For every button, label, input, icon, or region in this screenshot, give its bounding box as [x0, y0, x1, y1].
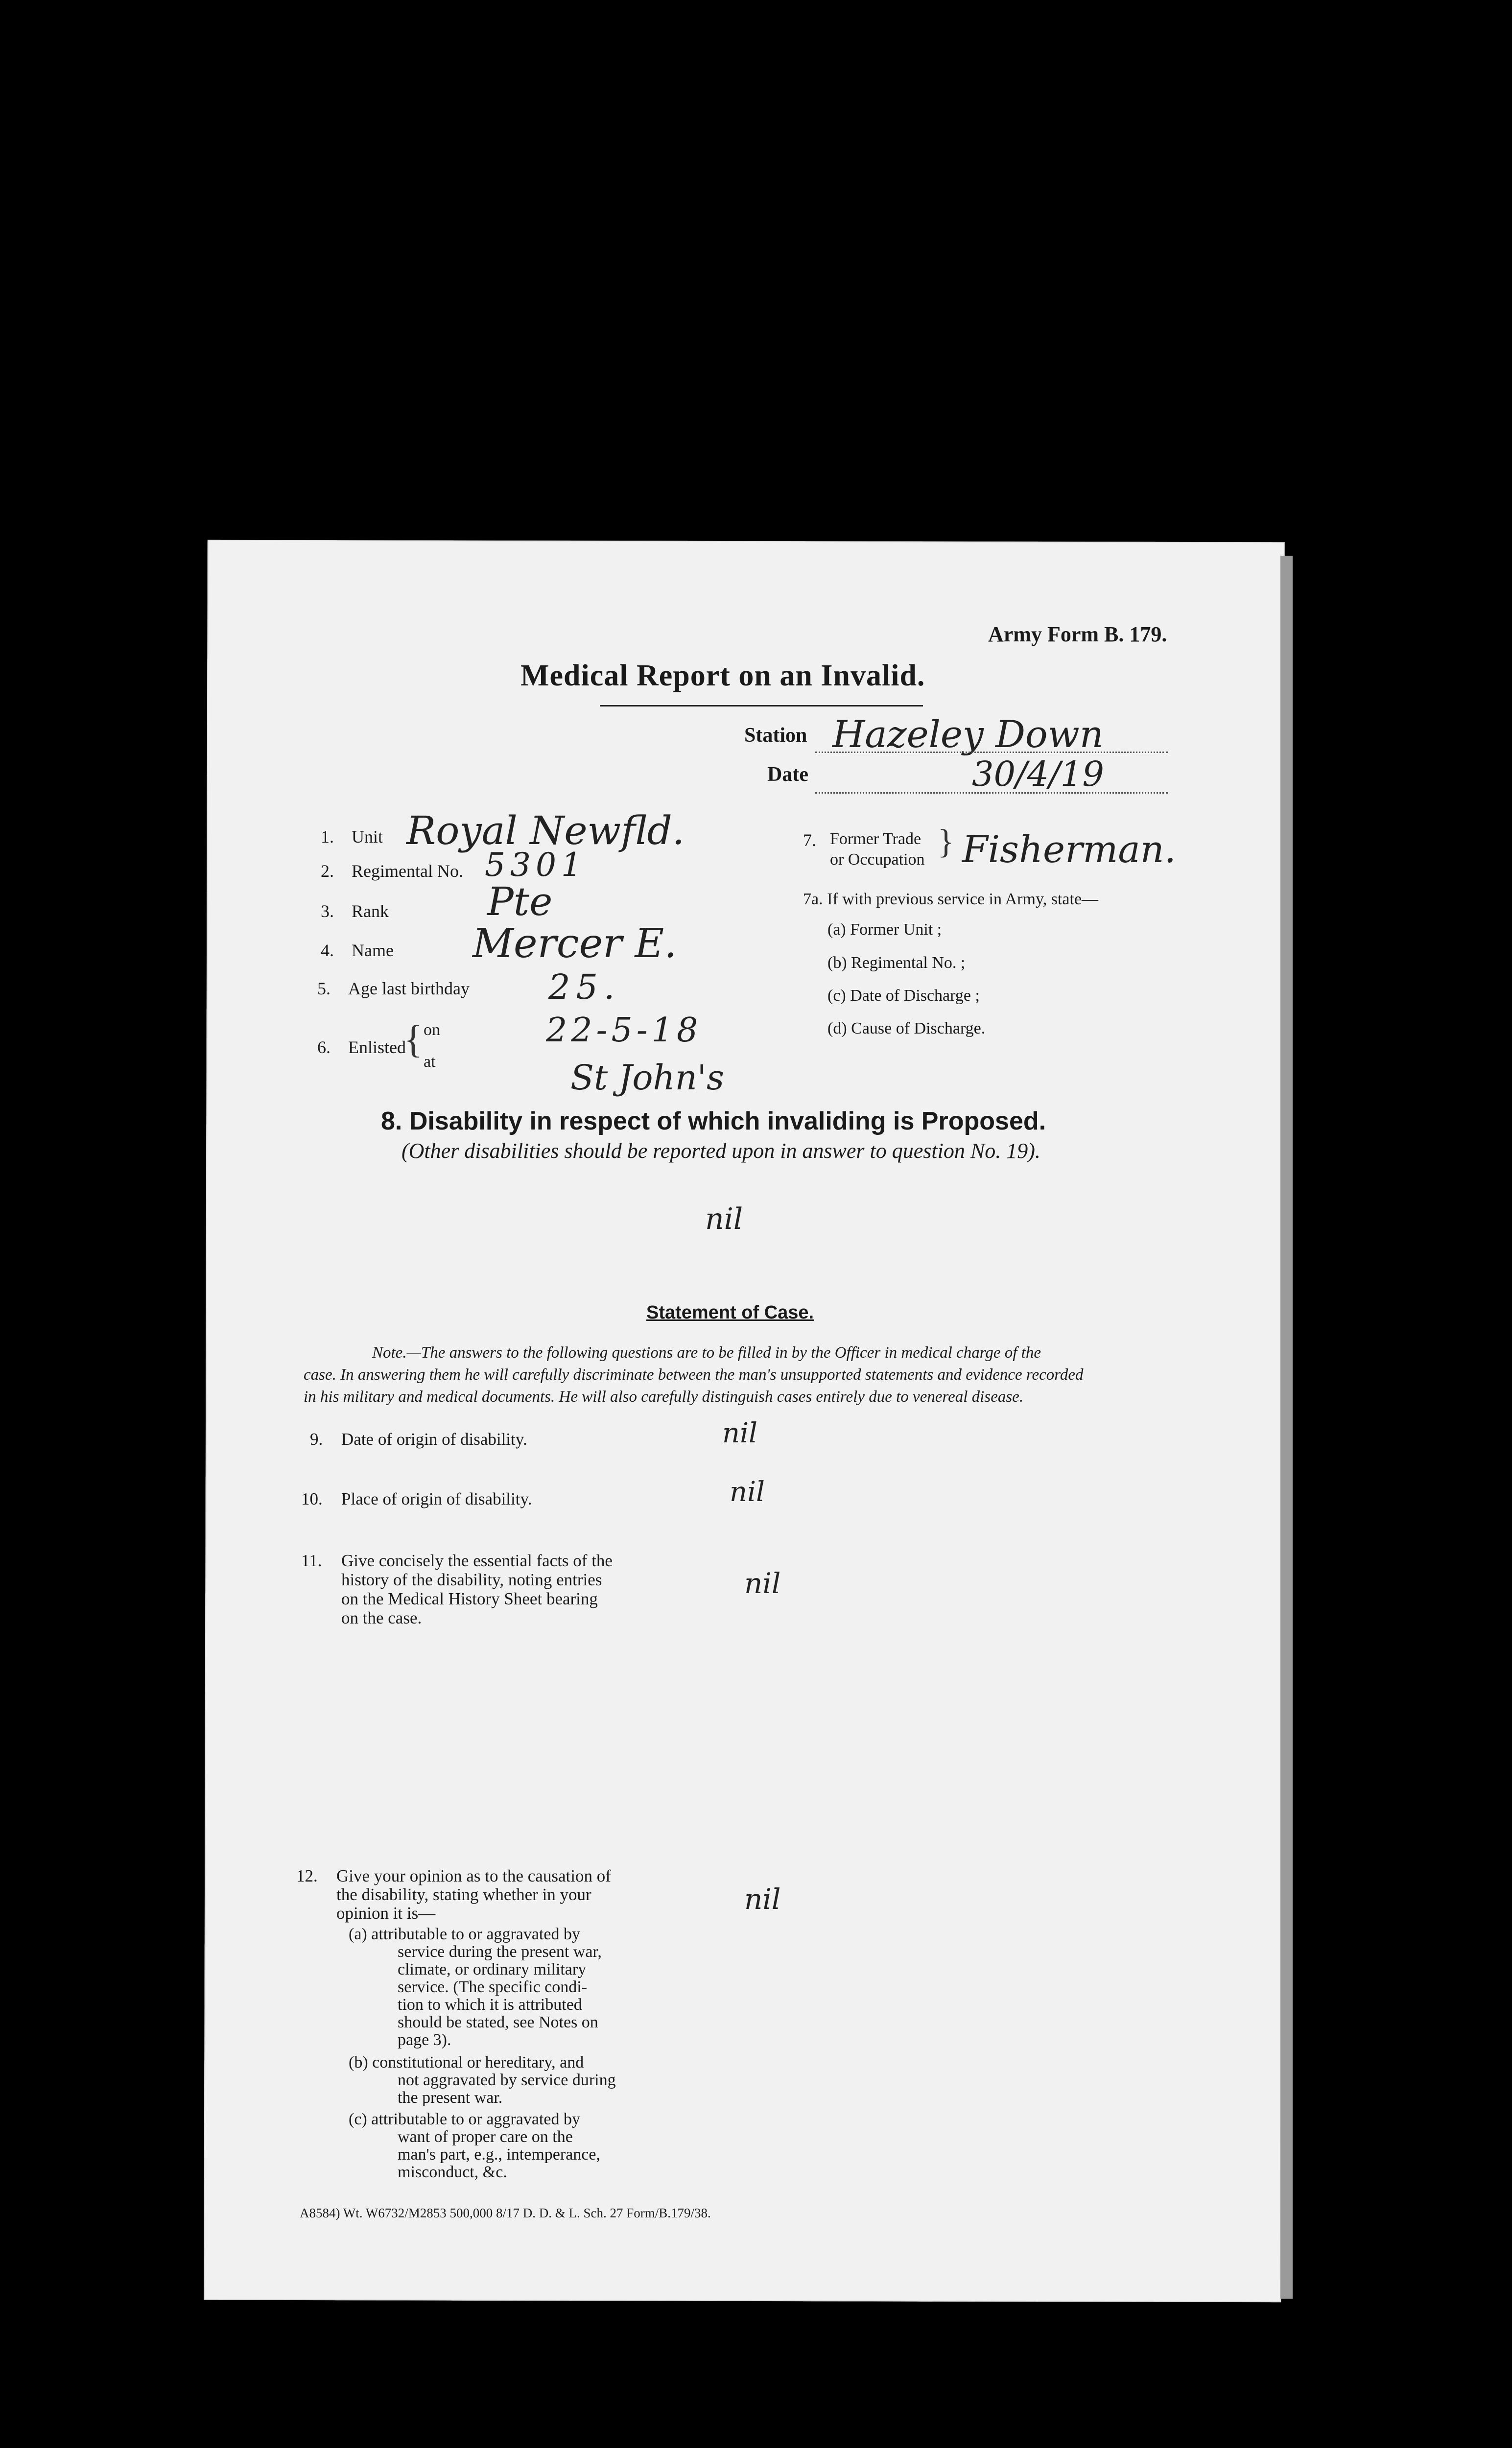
note-line-1: Note.—The answers to the following questions are to be filled in by the Officer in medical charge of the [372, 1344, 1041, 1362]
field-6-label: Enlisted [348, 1037, 406, 1057]
note-line-2: case. In answering them he will carefully discriminate between the man's unsupported statements and evidence recorded [304, 1366, 1084, 1384]
q10-answer: nil [730, 1476, 765, 1508]
prev-item-a: (a) Former Unit ; [827, 920, 942, 939]
trade-brace: } [938, 823, 954, 861]
prev-item-b: (b) Regimental No. ; [827, 954, 966, 972]
field-5-num: 5. [317, 979, 331, 998]
field-4-num: 4. [321, 941, 334, 960]
trade-label-2: or Occupation [830, 850, 925, 869]
field-5-label: Age last birthday [348, 979, 470, 998]
field-6-num: 6. [317, 1037, 331, 1057]
enlisted-at-value: St John's [570, 1058, 724, 1098]
q12a-line-3: climate, or ordinary military [398, 1960, 587, 1978]
note-line-3: in his military and medical documents. He will also carefully distinguish cases entirely due to venereal disease. [304, 1388, 1024, 1406]
field-1-num: 1. [321, 827, 334, 847]
enlisted-brace: { [404, 1018, 423, 1061]
q12c-line-3: man's part, e.g., intemperance, [398, 2145, 600, 2164]
q12a-line-4: service. (The specific condi- [398, 1978, 588, 1996]
prev-item-d: (d) Cause of Discharge. [827, 1019, 986, 1037]
station-value: Hazeley Down [832, 712, 1104, 756]
q12b-line-1: (b) constitutional or hereditary, and [349, 2053, 584, 2071]
q10-num: 10. [301, 1489, 323, 1508]
statement-heading: Statement of Case. [646, 1302, 814, 1323]
field-3-label: Rank [352, 901, 389, 921]
q12a-line-5: tion to which it is attributed [398, 1996, 582, 2014]
date-value: 30/4/19 [972, 754, 1104, 794]
q8-answer: nil [705, 1202, 743, 1236]
q12c-line-1: (c) attributable to or aggravated by [349, 2110, 580, 2128]
station-line [815, 752, 1168, 753]
q11-num: 11. [301, 1551, 322, 1570]
rank-value: Pte [487, 879, 553, 924]
q12b-line-3: the present war. [398, 2089, 503, 2107]
q11-line-4: on the case. [341, 1608, 422, 1627]
enlisted-at-label: at [424, 1053, 436, 1071]
q8-subtitle: (Other disabilities should be reported upon in answer to question No. 19). [402, 1139, 1040, 1163]
age-value: 25. [548, 967, 621, 1007]
q10-text: Place of origin of disability. [341, 1489, 532, 1508]
q11-line-3: on the Medical History Sheet bearing [341, 1589, 598, 1608]
unit-value: Royal Newfld. [406, 808, 685, 853]
name-value: Mercer E. [472, 920, 677, 967]
q9-text: Date of origin of disability. [341, 1430, 527, 1449]
q12a-line-7: page 3). [398, 2031, 451, 2049]
prev-service: 7a. If with previous service in Army, state— [803, 890, 1099, 908]
field-4-label: Name [352, 941, 394, 960]
q12b-line-2: not aggravated by service during [398, 2071, 616, 2089]
q12a-line-6: should be stated, see Notes on [398, 2013, 598, 2031]
date-line [815, 792, 1168, 794]
q8-title: 8. Disability in respect of which invaliding is Proposed. [381, 1107, 1046, 1135]
form-footer: A8584) Wt. W6732/M2853 500,000 8/17 D. D. & L. Sch. 27 Form/B.179/38. [300, 2206, 711, 2220]
q11-answer: nil [744, 1567, 781, 1600]
q12c-line-4: misconduct, &c. [398, 2163, 507, 2181]
field-1-label: Unit [352, 827, 383, 847]
field-2-label: Regimental No. [352, 861, 463, 881]
trade-value: Fisherman. [962, 827, 1176, 871]
enlisted-on-value: 22-5-18 [546, 1011, 702, 1050]
station-label: Station [744, 724, 807, 747]
q12c-line-2: want of proper care on the [398, 2128, 573, 2146]
date-label: Date [767, 763, 808, 786]
q12a-line-1: (a) attributable to or aggravated by [349, 1925, 580, 1943]
prev-item-c: (c) Date of Discharge ; [827, 987, 980, 1005]
form-title: Medical Report on an Invalid. [520, 659, 925, 692]
q12-answer: nil [744, 1883, 781, 1916]
q12-num: 12. [296, 1866, 318, 1885]
page-edge [1280, 556, 1293, 2299]
q9-num: 9. [310, 1430, 323, 1449]
trade-label-1: Former Trade [830, 830, 921, 848]
field-7-num: 7. [803, 830, 816, 850]
q11-line-2: history of the disability, noting entries [341, 1570, 602, 1589]
enlisted-on-label: on [424, 1021, 440, 1039]
q12-line-2: the disability, stating whether in your [336, 1885, 591, 1904]
form-number: Army Form B. 179. [988, 622, 1167, 646]
field-3-num: 3. [321, 901, 334, 921]
field-2-num: 2. [321, 861, 334, 881]
regimental-no-value: 5301 [485, 846, 587, 884]
q9-answer: nil [722, 1417, 757, 1449]
q12a-line-2: service during the present war, [398, 1943, 602, 1961]
q12-line-3: opinion it is— [336, 1904, 436, 1923]
q12-line-1: Give your opinion as to the causation of [336, 1866, 611, 1885]
title-rule [600, 705, 923, 706]
q11-line-1: Give concisely the essential facts of the [341, 1551, 613, 1570]
